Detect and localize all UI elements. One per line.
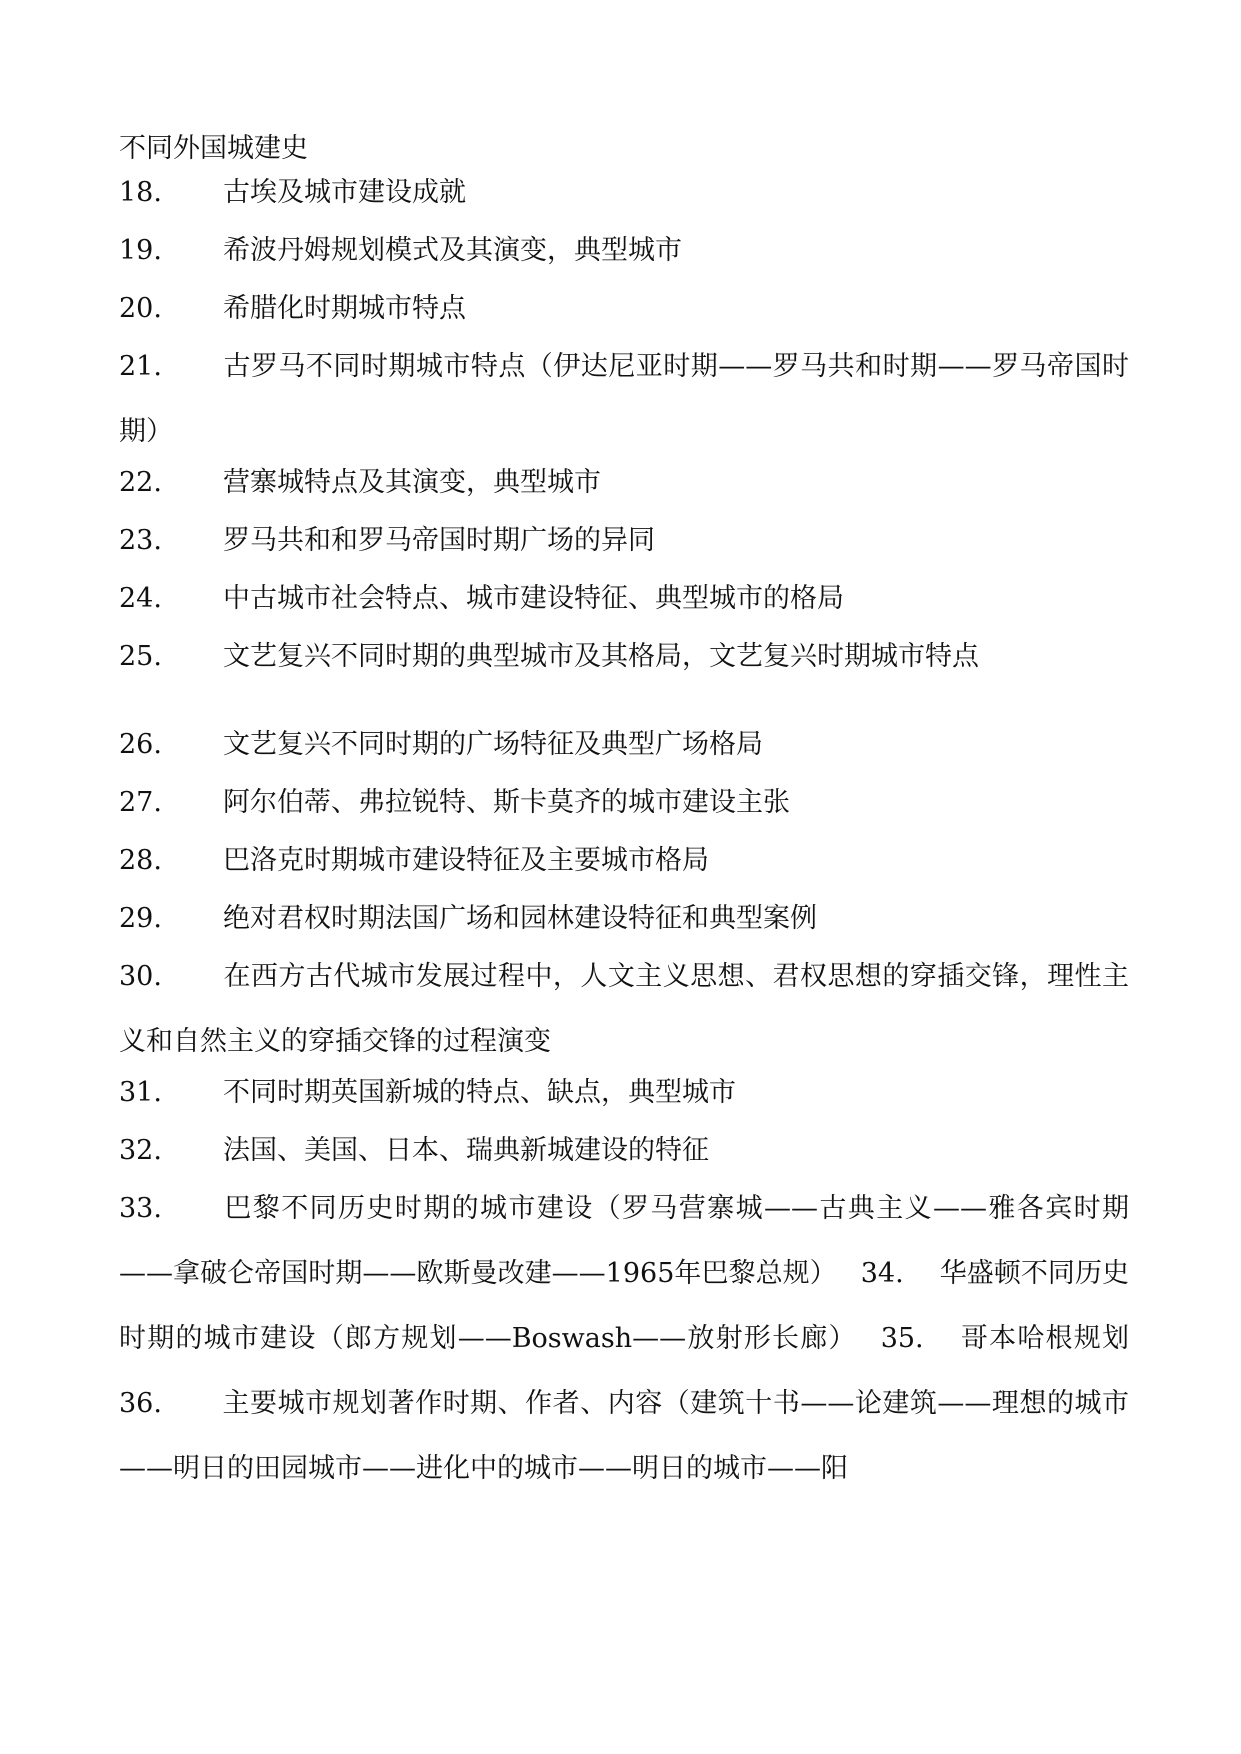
list-item-30 <box>119 944 1129 1074</box>
item-text: 营寨城特点及其演变，典型城市 <box>223 467 601 498</box>
item-number: 20. <box>119 293 162 324</box>
list-item-24 <box>119 566 1129 631</box>
item-text: 希腊化时期城市特点 <box>223 293 466 324</box>
item-text-34: 华盛顿不同历史时期的城市建设（郎方规划——Boswash——放射形长廊） <box>119 1258 1130 1354</box>
list-item-28 <box>119 828 1129 893</box>
item-number: 23. <box>119 525 162 556</box>
list-item-32 <box>119 1118 1129 1183</box>
section-title: 不同外国城建史 <box>119 133 308 164</box>
item-number-34: 34. <box>860 1258 904 1289</box>
list-item-19 <box>119 218 1129 283</box>
list-item-31 <box>119 1060 1129 1125</box>
list-item-26 <box>119 712 1129 777</box>
list-item-20 <box>119 276 1129 341</box>
item-text: 巴洛克时期城市建设特征及主要城市格局 <box>223 845 709 876</box>
item-number: 19. <box>119 235 162 266</box>
item-text: 阿尔伯蒂、弗拉锐特、斯卡莫齐的城市建设主张 <box>223 787 790 818</box>
item-number-35: 35. <box>880 1323 924 1354</box>
list-item-23 <box>119 508 1129 573</box>
item-number: 28. <box>119 845 162 876</box>
item-number: 24. <box>119 583 162 614</box>
list-item-29 <box>119 886 1129 951</box>
item-text: 古罗马不同时期城市特点（伊达尼亚时期——罗马共和时期——罗马帝国时期） <box>119 351 1129 447</box>
list-item-22 <box>119 450 1129 515</box>
list-item-21 <box>119 334 1129 464</box>
item-text-36: 主要城市规划著作时期、作者、内容（建筑十书——论建筑——理想的城市——明日的田园城市——进化中的城市——明日的城市——阳 <box>119 1388 1129 1484</box>
item-text: 文艺复兴不同时期的广场特征及典型广场格局 <box>223 729 763 760</box>
item-text: 绝对君权时期法国广场和园林建设特征和典型案例 <box>223 903 817 934</box>
item-text: 不同时期英国新城的特点、缺点，典型城市 <box>223 1077 736 1108</box>
item-text-33: 巴黎不同历史时期的城市建设（罗马营寨城——古典主义——雅各宾时期——拿破仑帝国时期——欧斯曼改建——1965年巴黎总规） <box>119 1193 1129 1289</box>
item-number: 18. <box>119 177 162 208</box>
item-text: 希波丹姆规划模式及其演变，典型城市 <box>223 235 682 266</box>
item-text: 在西方古代城市发展过程中，人文主义思想、君权思想的穿插交锋，理性主义和自然主义的穿插交锋的过程演变 <box>119 961 1129 1057</box>
item-text: 中古城市社会特点、城市建设特征、典型城市的格局 <box>223 583 844 614</box>
item-text: 法国、美国、日本、瑞典新城建设的特征 <box>223 1135 709 1166</box>
item-number: 21. <box>119 351 162 382</box>
item-text-35: 哥本哈根规划 <box>959 1323 1130 1354</box>
list-item-25 <box>119 624 1129 689</box>
item-number-36: 36. <box>119 1388 162 1419</box>
list-item-18 <box>119 160 1129 225</box>
item-number: 25. <box>119 641 162 672</box>
item-number: 31. <box>119 1077 162 1108</box>
item-text: 文艺复兴不同时期的典型城市及其格局，文艺复兴时期城市特点 <box>223 641 979 672</box>
item-number: 29. <box>119 903 162 934</box>
item-number: 30. <box>119 961 162 992</box>
item-text: 古埃及城市建设成就 <box>223 177 466 208</box>
item-text: 罗马共和和罗马帝国时期广场的异同 <box>223 525 655 556</box>
item-number: 26. <box>119 729 162 760</box>
run-on-paragraph <box>119 1176 1130 1484</box>
item-number: 32. <box>119 1135 162 1166</box>
item-number: 27. <box>119 787 162 818</box>
list-item-27 <box>119 770 1129 835</box>
item-number: 22. <box>119 467 162 498</box>
item-number-33: 33. <box>119 1193 162 1224</box>
